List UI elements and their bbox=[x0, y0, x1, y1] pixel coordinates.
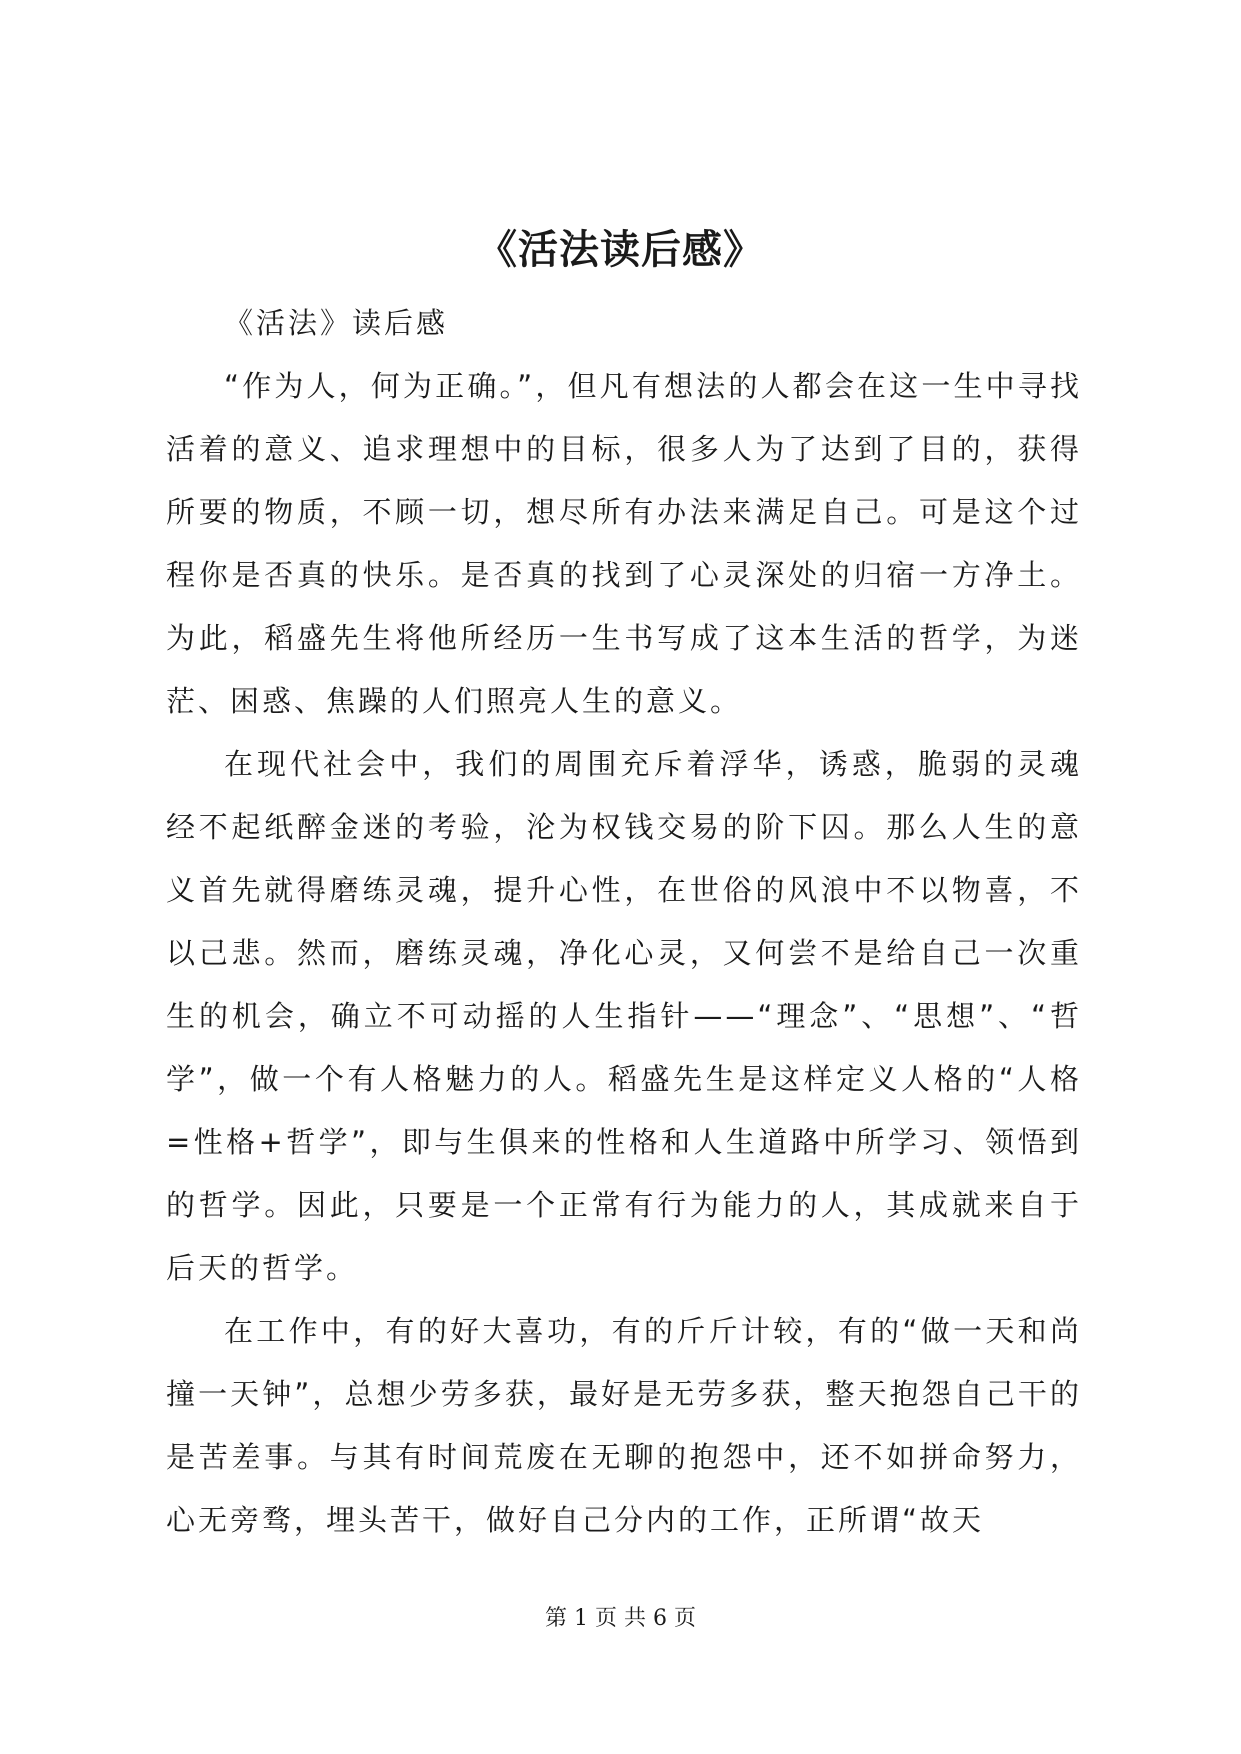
subtitle-paragraph: 《活法》读后感 bbox=[224, 306, 449, 340]
document-body bbox=[166, 292, 1082, 1552]
document-title: 《活法读后感》 bbox=[477, 226, 764, 273]
body-paragraph: 在工作中，有的好大喜功，有的斤斤计较，有的“做一天和尚撞一天钟”，总想少劳多获，最好是无劳多获，整天抱怨自己干的是苦差事。与其有时间荒废在无聊的抱怨中，还不如拼命努力，心无旁骛，埋头苦干，做好自己分内的工作，正所谓“故天 bbox=[166, 1314, 1082, 1537]
body-paragraph: “作为人，何为正确。”，但凡有想法的人都会在这一生中寻找活着的意义、追求理想中的目标，很多人为了达到了目的，获得所要的物质，不顾一切，想尽所有办法来满足自己。可是这个过程你是否真的快乐。是否真的找到了心灵深处的归宿一方净土。为此，稻盛先生将他所经历一生书写成了这本生活的哲学，为迷茫、困惑、焦躁的人们照亮人生的意义。 bbox=[166, 369, 1082, 718]
page-number-footer: 第 1 页 共 6 页 bbox=[545, 1606, 696, 1631]
body-paragraph: 在现代社会中，我们的周围充斥着浮华，诱惑，脆弱的灵魂经不起纸醉金迷的考验，沦为权钱交易的阶下囚。那么人生的意义首先就得磨练灵魂，提升心性，在世俗的风浪中不以物喜，不以己悲。然而，磨练灵魂，净化心灵，又何尝不是给自己一次重生的机会，确立不可动摇的人生指针——“理念”、“思想”、“哲学”，做一个有人格魅力的人。稻盛先生是这样定义人格的“人格=性格+哲学”，即与生俱来的性格和人生道路中所学习、领悟到的哲学。因此，只要是一个正常有行为能力的人，其成就来自于后天的哲学。 bbox=[166, 747, 1082, 1285]
